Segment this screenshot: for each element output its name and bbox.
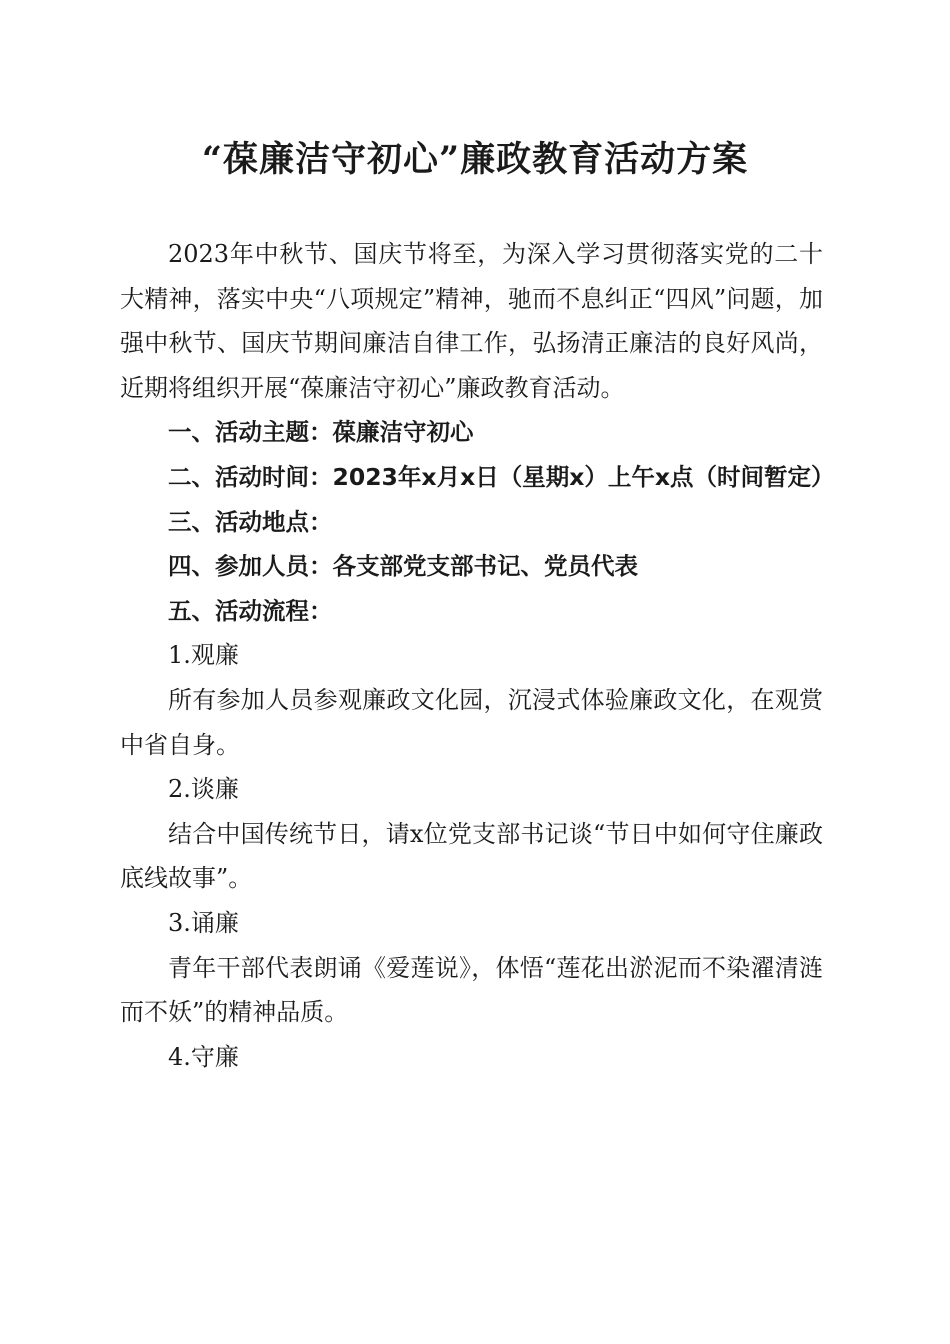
step-paragraph-1: 所有参加人员参观廉政文化园，沉浸式体验廉政文化，在观赏中省自身。 — [120, 685, 823, 759]
section-heading-process: 五、活动流程： — [168, 596, 333, 625]
intro-paragraph: 2023年中秋节、国庆节将至，为深入学习贯彻落实党的二十大精神，落实中央“八项规定”精神，驰而不息纠正“四风”问题，加强中秋节、国庆节期间廉洁自律工作，弘扬清正廉洁的良好风尚，近期将组织开展“葆廉洁守初心”廉政教育活动。 — [120, 240, 823, 402]
step-paragraph-2: 结合中国传统节日，请x位党支部书记谈“节日中如何守住廉政底线故事”。 — [120, 819, 823, 893]
section-heading-time: 二、活动时间：2023年x月x日（星期x）上午x点（时间暂定） — [168, 462, 835, 491]
section-heading-theme: 一、活动主题：葆廉洁守初心 — [168, 418, 474, 447]
document-title: “葆廉洁守初心”廉政教育活动方案 — [201, 139, 749, 180]
section-heading-location: 三、活动地点： — [168, 507, 333, 536]
step-heading-1: 1.观廉 — [168, 641, 239, 670]
step-heading-2: 2.谈廉 — [168, 775, 239, 804]
section-heading-participants: 四、参加人员：各支部党支部书记、党员代表 — [168, 552, 638, 581]
document-body — [120, 232, 835, 1079]
step-heading-3: 3.诵廉 — [168, 908, 239, 937]
step-heading-4: 4.守廉 — [168, 1042, 239, 1071]
step-paragraph-3: 青年干部代表朗诵《爱莲说》，体悟“莲花出淤泥而不染濯清涟而不妖”的精神品质。 — [120, 953, 823, 1027]
